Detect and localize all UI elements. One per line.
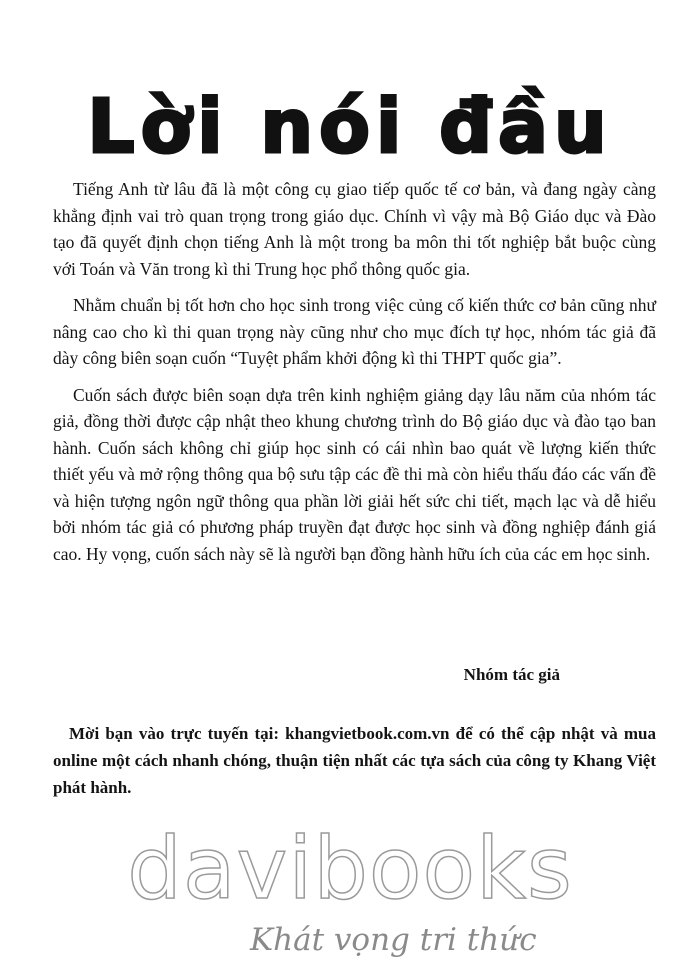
promo-text: Mời bạn vào trực tuyến tại: khangvietbook.com.vn để có thể cập nhật và mua online một cách nhanh chóng, thuận tiện nhất các tựa sách của công ty Khang Việt phát hành. bbox=[53, 724, 656, 797]
promo-note bbox=[53, 720, 656, 801]
page-title: Lời nói đầu bbox=[87, 83, 613, 170]
paragraph-content: Cuốn sách được biên soạn dựa trên kinh nghiệm giảng dạy lâu năm của nhóm tác giả, đồng thời được cập nhật theo khung chương trình do Bộ giáo dục và đào tạo ban hành. Cuốn sách không chỉ giúp học sinh có cái nhìn bao quát về lượng kiến thức thiết yếu và mở rộng thông qua bộ sưu tập các đề thi mà còn hiểu thấu đáo các vấn đề và hiện tượng ngôn ngữ thông qua phần lời giải hết sức chi tiết, mạch lạc và dễ hiểu bởi nhóm tác giả có phương pháp truyền đạt được học sinh và đồng nghiệp đánh giá cao. Hy vọng, cuốn sách này sẽ là người bạn đồng hành hữu ích của các em học sinh. bbox=[53, 384, 656, 564]
paragraph-purpose: Nhằm chuẩn bị tốt hơn cho học sinh trong việc củng cố kiến thức cơ bản cũng như nâng cao cho kì thi quan trọng này cũng như cho mục đích tự học, nhóm tác giả đã dày công biên soạn cuốn “Tuyệt phẩm khởi động kì thi THPT quốc gia”. bbox=[53, 295, 656, 368]
preface-body bbox=[53, 176, 656, 577]
author-signature: Nhóm tác giả bbox=[463, 665, 560, 684]
paragraph-intro: Tiếng Anh từ lâu đã là một công cụ giao tiếp quốc tế cơ bản, và đang ngày càng khẳng định vai trò quan trọng trong giáo dục. Chính vì vậy mà Bộ Giáo dục và Đào tạo đã quyết định chọn tiếng Anh là một trong ba môn thi tốt nghiệp bắt buộc cùng với Toán và Văn trong kì thi Trung học phổ thông quốc gia. bbox=[53, 179, 656, 279]
watermark-brand: davibooks bbox=[127, 819, 573, 919]
watermark-slogan: Khát vọng tri thức bbox=[250, 922, 537, 958]
